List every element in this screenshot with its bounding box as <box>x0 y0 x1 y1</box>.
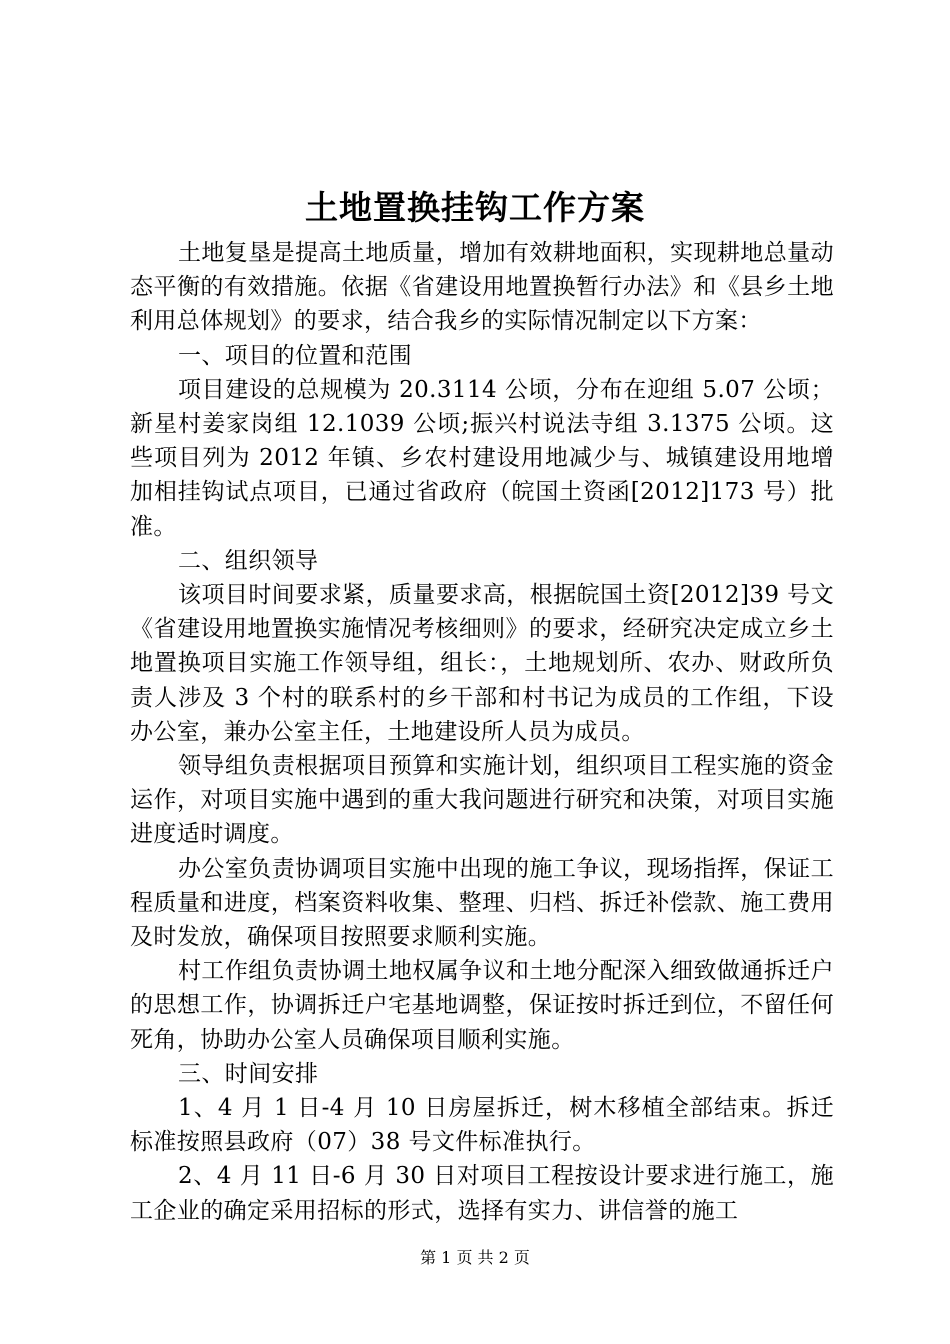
section-heading-2: 二、组织领导 <box>178 547 319 574</box>
section-heading-3: 三、时间安排 <box>178 1060 319 1087</box>
paragraph-schedule-1: 1、4 月 1 日-4 月 10 日房屋拆迁，树木移植全部结束。拆迁标准按照县政府（07）38 号文件标准执行。 <box>130 1095 834 1156</box>
document-body <box>130 236 834 1228</box>
paragraph-village-group: 村工作组负责协调土地权属争议和土地分配深入细致做通拆迁户的思想工作，协调拆迁户宅基地调整，保证按时拆迁到位，不留任何死角，协助办公室人员确保项目顺利实施。 <box>130 958 834 1053</box>
section-heading-1: 一、项目的位置和范围 <box>178 342 412 369</box>
paragraph-leading-group: 领导组负责根据项目预算和实施计划，组织项目工程实施的资金运作，对项目实施中遇到的重大我问题进行研究和决策，对项目实施进度适时调度。 <box>130 753 834 848</box>
document-title: 土地置换挂钩工作方案 <box>305 188 645 227</box>
page-footer: 第 1 页 共 2 页 <box>420 1248 530 1267</box>
paragraph-project-scope: 项目建设的总规模为 20.3114 公顷，分布在迎组 5.07 公顷；新星村姜家岗组 12.1039 公顷;振兴村说法寺组 3.1375 公顷。这些项目列为 2012 年镇、乡农村建设用地减少与、城镇建设用地增加相挂钩试点项目，已通过省政府（皖国土资函[2012]173 号）批准。 <box>130 376 834 540</box>
paragraph-schedule-2: 2、4 月 11 日-6 月 30 日对项目工程按设计要求进行施工，施工企业的确定采用招标的形式，选择有实力、讲信誉的施工 <box>130 1163 834 1224</box>
paragraph-office: 办公室负责协调项目实施中出现的施工争议，现场指挥，保证工程质量和进度，档案资料收集、整理、归档、拆迁补偿款、施工费用及时发放，确保项目按照要求顺利实施。 <box>130 855 834 951</box>
paragraph-organization: 该项目时间要求紧，质量要求高，根据皖国土资[2012]39 号文《省建设用地置换实施情况考核细则》的要求，经研究决定成立乡土地置换项目实施工作领导组，组长：，土地规划所、农办、财政所负责人涉及 3 个村的联系村的乡干部和村书记为成员的工作组，下设办公室，兼办公室主任，土地建设所人员为成员。 <box>130 582 834 745</box>
paragraph-intro: 土地复垦是提高土地质量，增加有效耕地面积，实现耕地总量动态平衡的有效措施。依据《省建设用地置换暂行办法》和《县乡土地利用总体规划》的要求，结合我乡的实际情况制定以下方案： <box>130 240 834 335</box>
